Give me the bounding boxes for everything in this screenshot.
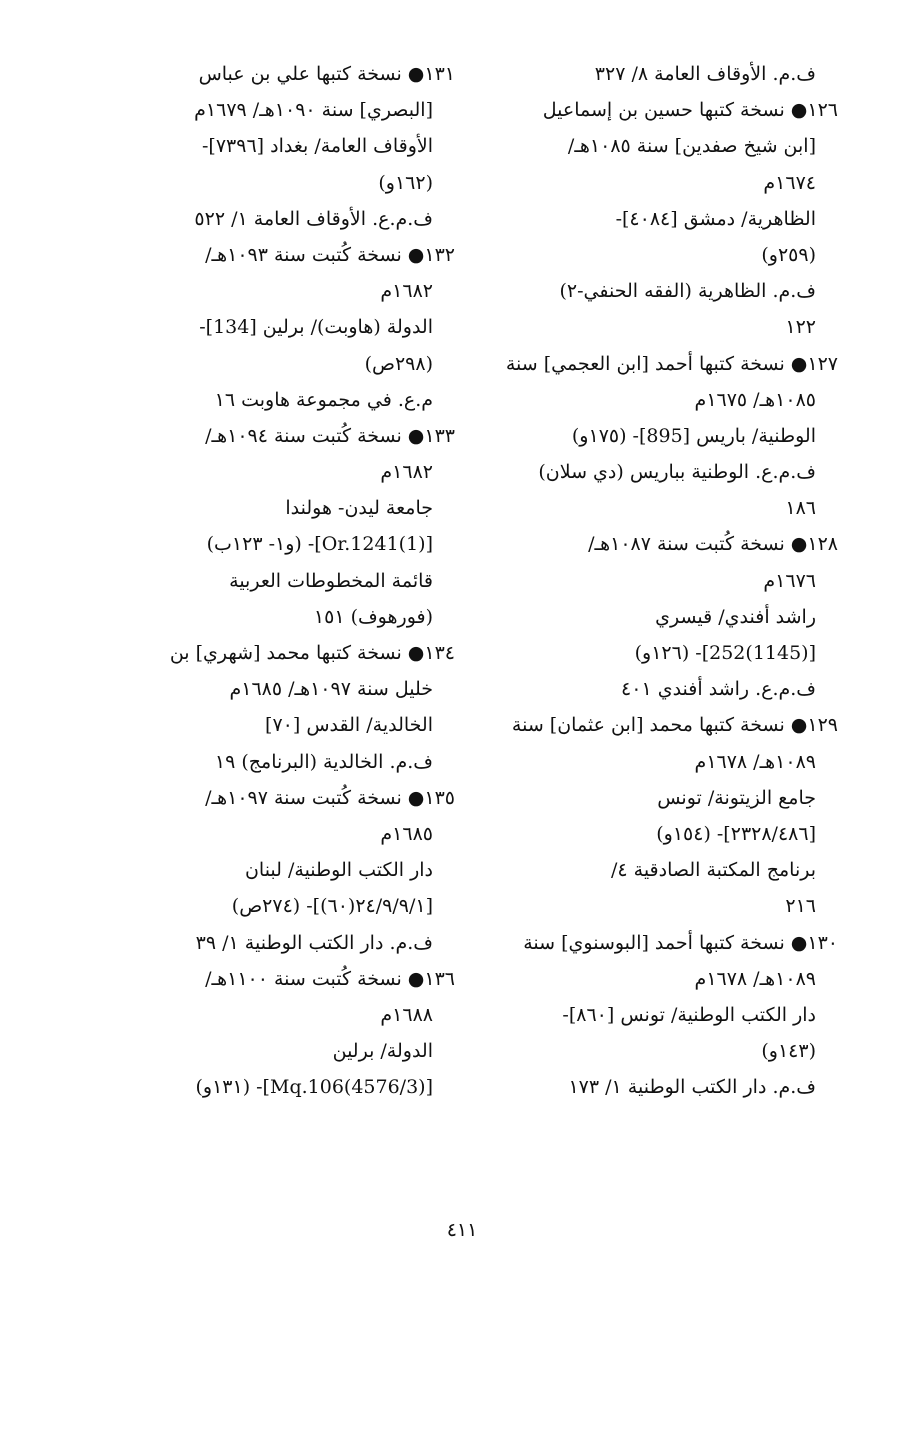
entry-detail-line: الأوقاف العامة/ بغداد [٧٣٩٦]- [201,135,433,158]
entry-detail-line: ف.م. دار الكتب الوطنية ١/ ١٧٣ [568,1076,816,1099]
entry-detail-line: الدولة/ برلين [332,1040,433,1063]
entry-detail-line: [Or.1241(1)]- (و١- ١٢٣ب) [206,533,433,556]
entry-detail-line: جامعة ليدن- هولندا [285,497,433,520]
entry-detail-line: [(4576/3)Mq.106]- (١٣١و) [195,1076,433,1099]
entry-heading-line: ١٣٦● نسخة كُتبت سنة ١١٠٠هـ/ [205,967,455,990]
entry-detail-line: ١٦٨٢م [380,461,433,484]
entry-detail-line: ٢١٦ [785,895,816,918]
entry-heading-line: ١٣١● نسخة كتبها علي بن عباس [198,63,455,85]
entry-detail-line: [٢٤/٩/٩/١(٦٠)]- (٢٧٤ص) [231,895,433,918]
entry-heading-line: ١٣٢● نسخة كُتبت سنة ١٠٩٣هـ/ [205,243,455,266]
entry-detail-line: ١٢٢ [785,316,816,339]
entry-heading-line: ١٣٥● نسخة كُتبت سنة ١٠٩٧هـ/ [205,786,455,809]
entry-detail-line: ١٠٨٥هـ/ ١٦٧٥م [694,388,816,411]
right-column [493,56,838,1105]
entry-detail-line: (فورهوف) ١٥١ [313,605,433,628]
left-column [112,56,455,1105]
entry-detail-line: ١٦٨٨م [380,1003,433,1026]
entry-detail-line: ١٦٨٢م [380,280,433,303]
entry-detail-line: (٢٩٨ص) [364,352,433,375]
entry-detail-line: ف.م.ع. الأوقاف العامة ١/ ٥٢٢ [194,207,433,230]
page-number: ٤١١ [446,1219,478,1241]
entry-detail-line: (١٤٣و) [761,1040,816,1063]
entry-detail-line: الدولة (هاوبت)/ برلين [134]- [199,316,433,339]
entry-detail-line: برنامج المكتبة الصادقية ٤/ [610,859,816,882]
entry-detail-line: ١٦٨٥م [380,822,433,845]
entry-detail-line: خليل سنة ١٠٩٧هـ/ ١٦٨٥م [229,678,433,701]
entry-detail-line: (١٦٢و) [378,171,433,194]
entry-heading-line: ١٢٩● نسخة كتبها محمد [ابن عثمان] سنة [511,714,838,737]
entry-detail-line: الظاهرية/ دمشق [٤٠٨٤]- [615,207,816,230]
entry-heading-line: ١٢٨● نسخة كُتبت سنة ١٠٨٧هـ/ [588,533,838,556]
entry-detail-line: ١٠٨٩هـ/ ١٦٧٨م [694,967,816,990]
entry-detail-line: [٢٣٢٨/٤٨٦]- (١٥٤و) [656,822,816,845]
entry-detail-line: (٢٥٩و) [761,243,816,266]
entry-detail-line: الخالدية/ القدس [٧٠] [265,714,433,737]
entry-detail-line: قائمة المخطوطات العربية [229,569,433,592]
entry-detail-line: ١٠٨٩هـ/ ١٦٧٨م [694,750,816,773]
entry-heading-line: ١٣٤● نسخة كتبها محمد [شهري] بن [169,642,455,664]
entry-detail-line: ف.م. الخالدية (البرنامج) ١٩ [214,750,433,773]
entry-detail-line: جامع الزيتونة/ تونس [657,786,816,809]
entry-detail-line: راشد أفندي/ قيسري [655,605,816,628]
entry-detail-line: ف.م. الأوقاف العامة ٨/ ٣٢٧ [594,63,816,85]
entry-heading-line: ١٣٣● نسخة كُتبت سنة ١٠٩٤هـ/ [205,424,455,447]
entry-detail-line: ١٨٦ [785,497,816,520]
entry-detail-line: دار الكتب الوطنية/ لبنان [244,859,433,882]
entry-detail-line: ف.م. دار الكتب الوطنية ١/ ٣٩ [195,931,433,954]
entry-detail-line: الوطنية/ باريس [895]- (١٧٥و) [571,424,816,447]
entry-detail-line: ١٦٧٤م [763,171,816,194]
entry-detail-line: [ابن شيخ صفدين] سنة ١٠٨٥هـ/ [567,135,816,158]
entry-detail-line: ف.م.ع. راشد أفندي ٤٠١ [621,678,816,701]
entry-detail-line: [البصري] سنة ١٠٩٠هـ/ ١٦٧٩م [194,99,433,122]
entry-detail-line: ف.م. الظاهرية (الفقه الحنفي-٢) [559,280,816,303]
entry-heading-line: ١٢٧● نسخة كتبها أحمد [ابن العجمي] سنة [505,352,838,375]
entry-heading-line: ١٢٦● نسخة كتبها حسين بن إسماعيل [542,99,838,122]
entry-detail-line: م.ع. في مجموعة هاوبت ١٦ [214,388,433,411]
entry-detail-line: دار الكتب الوطنية/ تونس [٨٦٠]- [562,1003,816,1026]
entry-heading-line: ١٣٠● نسخة كتبها أحمد [البوسنوي] سنة [523,931,838,954]
entry-detail-line: ١٦٧٦م [763,569,816,592]
entry-detail-line: [(1145)252]- (١٢٦و) [634,642,816,664]
entry-detail-line: ف.م.ع. الوطنية بباريس (دي سلان) [538,461,816,484]
